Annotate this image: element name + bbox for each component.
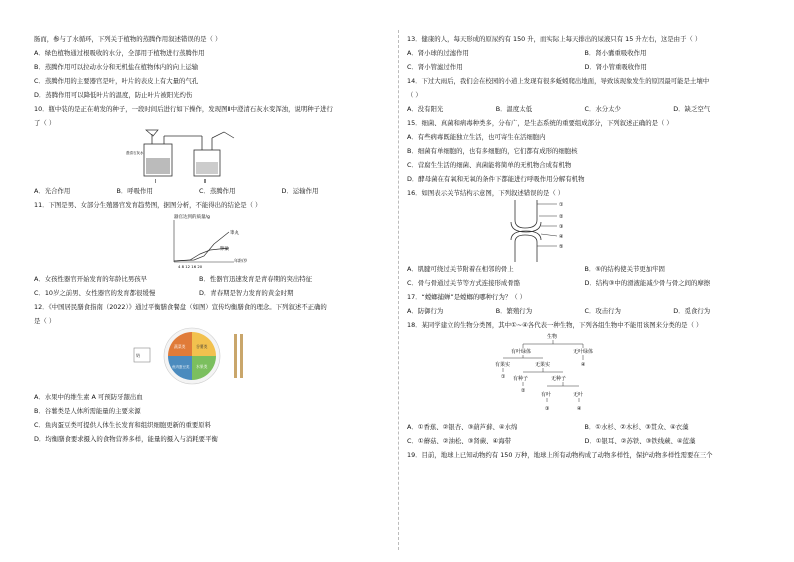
q11-chart-ylabel: 器官达到的质量/g <box>174 215 210 220</box>
q18-options-row2 <box>407 436 762 446</box>
q16-option-a: A．肌腱可绕过关节附着在相邻的骨上 <box>407 265 514 273</box>
q12-label-veg: 蔬菜类 <box>174 344 186 349</box>
tree-l3-no-seed: 无种子 <box>551 376 567 382</box>
q19-stem: 19．目前，地球上已知动物约有 150 万种，地球上所有动物构成了动物多样性，保护动物多样性需要在三个 <box>407 451 713 459</box>
organ-development-chart <box>34 210 364 274</box>
q11-stem: 11．下图是男、女部分生殖器官发育趋势图，据图分析，不能得出的结论是（ ） <box>34 201 262 209</box>
q15-option-c: C．营腐生生活的细菌、真菌能将简单的无机物合成有机物 <box>407 161 572 169</box>
q13-stem: 13．健康的人，每天形成的原尿约有 150 升，而实际上每天排出的尿液只有 15 升左右，这是由于（ ） <box>407 35 702 43</box>
q9-option-a: A．绿色植物通过根吸收的水分，全部用于植物进行蒸腾作用 <box>34 49 205 57</box>
q9-option-c: C．蒸腾作用的主要器官是叶，叶片的表皮上有大量的气孔 <box>34 77 199 85</box>
q16-label-3: ③ <box>559 224 564 230</box>
q9-option-d: D．蒸腾作用可以降低叶片的温度，防止叶片被阳光灼伤 <box>34 91 193 99</box>
q16-option-b: B．⑤的结构使关节更加牢固 <box>584 265 665 273</box>
q14-option-b: B．温度太低 <box>495 105 533 113</box>
q11-option-c: C．10岁之前男、女性器官的发育都很缓慢 <box>34 289 156 297</box>
tree-leaf-3: ③ <box>545 406 550 412</box>
left-column <box>34 34 364 444</box>
upper-bone <box>515 200 537 228</box>
q13-option-d: D．肾小管重吸收作用 <box>584 63 647 71</box>
chopsticks-icon <box>234 334 237 378</box>
q14-option-a: A．没有阳光 <box>407 105 444 113</box>
q12-label-fruit: 水果类 <box>196 364 208 369</box>
tree-l1-chlorophyll: 有叶绿体 <box>511 349 532 355</box>
q10-stem-2: 了（ ） <box>34 119 56 127</box>
q10-option-d: D．运输作用 <box>281 187 319 195</box>
q16-label-2: ② <box>559 214 564 220</box>
q17-option-c: C．攻击行为 <box>584 307 621 315</box>
classification-tree <box>407 330 762 422</box>
q12-label-grain: 谷薯类 <box>196 344 208 349</box>
q14-option-d: D．缺乏空气 <box>673 105 711 113</box>
q11-label-ovary: 卵巢 <box>220 247 229 252</box>
q12-option-d: D．均衡膳食要求摄入的食物营养多样，能量的摄入与消耗要平衡 <box>34 435 218 443</box>
tree-l2-fruit: 有果实 <box>495 362 511 368</box>
tree-l2-no-fruit: 无果实 <box>535 362 551 368</box>
q10-figure <box>34 128 364 186</box>
q18-stem: 18．某同学建立的生物分类图，其中①~④各代表一种生物，下列各组生物中不能用该图来分类的是（ ） <box>407 321 703 329</box>
q10-option-a: A．光合作用 <box>34 187 71 195</box>
q10-options <box>34 186 364 196</box>
q10-option-c: C．蒸腾作用 <box>199 187 236 195</box>
q17-option-a: A．防御行为 <box>407 307 444 315</box>
q17-options <box>407 306 762 316</box>
q10-label-jar1: Ⅰ <box>155 179 157 185</box>
q16-options-row1 <box>407 264 762 274</box>
jar-apparatus-illustration <box>34 128 364 186</box>
q12-label-milk: 奶 <box>136 353 140 358</box>
q11-figure <box>34 210 364 274</box>
q14-stem: 14．下过大雨后，我们会在校园的小道上发现有很多蚯蚓爬出地面，导致该现象发生的原因最可能是土壤中 <box>407 77 710 85</box>
q11-option-a: A．女孩性器官开始发育的年龄比男孩早 <box>34 275 148 283</box>
q13-option-c: C．肾小管滤过作用 <box>407 63 463 71</box>
q12-stem-2: 是（ ） <box>34 317 56 325</box>
q15-stem: 15．细菌、真菌和病毒种类多，分布广，是生态系统的重要组成部分，下列叙述正确的是（ ） <box>407 119 673 127</box>
q11-options-row1 <box>34 274 364 284</box>
q13-options-row2 <box>407 62 762 72</box>
q12-figure <box>34 326 364 392</box>
balanced-diet-plate-illustration <box>34 326 364 392</box>
q11-label-testis: 睾丸 <box>230 231 239 236</box>
q18-figure <box>407 330 762 422</box>
q13-options-row1 <box>407 48 762 58</box>
q18-option-b: B．①水杉、②木杉、③贯众、④衣藻 <box>584 423 689 431</box>
q18-option-d: D．①银耳、②苏铁、③铁线蕨、④蓝藻 <box>584 437 696 445</box>
lower-bone <box>515 235 537 262</box>
tree-leaf-4: ④ <box>581 362 586 368</box>
q10-stem: 10．瓶中装的是正在萌发的种子，一段时间后进行如下操作，发现图Ⅱ中澄清石灰水变浑浊，说明种子进行 <box>34 105 333 113</box>
q11-chart-ticks: 4 8 12 16 20 <box>178 264 203 269</box>
q16-figure <box>407 198 762 264</box>
q9-option-b: B．蒸腾作用可以拉动水分和无机盐在植物体内的向上运输 <box>34 63 199 71</box>
q16-label-5: ⑤ <box>559 244 564 250</box>
q12-label-fish: 鱼肉蛋豆类 <box>172 365 190 369</box>
q11-options-row2 <box>34 288 364 298</box>
q11-option-d: D．青春期是智力发育的黄金时期 <box>199 289 294 297</box>
q15-option-a: A．有些病毒既能独立生活，也可寄生在活细胞内 <box>407 133 546 141</box>
q11-chart-xlabel: 年龄/岁 <box>234 258 248 263</box>
tree-root: 生物 <box>547 334 558 340</box>
q14-stem-2: （ ） <box>407 91 422 99</box>
q16-stem: 16．如图表示关节结构示意图，下列叙述错误的是（ ） <box>407 189 565 197</box>
q17-stem: 17．“螳螂捕蝉”是螳螂的哪种行为？（ ） <box>407 293 527 301</box>
q18-option-a: A．①香蕉、②银杏、③葫芦藓、④水绵 <box>407 423 518 431</box>
tree-leaf-1: ① <box>501 374 506 380</box>
tree-leaf-2: ② <box>521 388 526 394</box>
q11-option-b: B．性器官迅速发育是青春期的突出特征 <box>199 275 313 283</box>
tree-l3-seed: 有种子 <box>513 376 529 382</box>
joint-structure-illustration <box>407 198 762 264</box>
q12-option-a: A．水果中的维生素 A 可预防牙龈出血 <box>34 393 143 401</box>
q16-options-row2 <box>407 278 762 288</box>
q15-option-d: D．酵母菌在有氧和无氧的条件下都能进行呼吸作用分解有机物 <box>407 175 585 183</box>
q10-option-b: B．呼吸作用 <box>116 187 153 195</box>
tree-l1-no-chlorophyll: 无叶绿体 <box>573 349 594 355</box>
q10-label-limewater: 澄清石灰水 <box>126 151 144 155</box>
tree-leaf-4b: ④ <box>577 406 582 412</box>
q15-option-b: B．细菌有单细胞的，也有多细胞的，它们都有成形的细胞核 <box>407 147 578 155</box>
q17-option-b: B．繁殖行为 <box>495 307 533 315</box>
column-divider <box>398 30 400 550</box>
tree-l4-leaf: 有叶 <box>541 392 552 398</box>
q16-option-d: D．结构③中的滑液能减少骨与骨之间的摩擦 <box>584 279 711 287</box>
q16-option-c: C．骨与骨通过关节等方式连接形成骨骼 <box>407 279 521 287</box>
q13-option-b: B．肾小囊重吸收作用 <box>584 49 647 57</box>
q18-options-row1 <box>407 422 762 432</box>
q13-option-a: A．肾小球的过滤作用 <box>407 49 469 57</box>
q14-options <box>407 104 762 114</box>
q9-stem: 肠而，参与了水循环，下列关于植物的蒸腾作用叙述错误的是（ ） <box>34 35 222 43</box>
q12-option-c: C．鱼肉蛋豆类可提供人体生长发育和组织细胞更新的重要原料 <box>34 421 212 429</box>
right-column <box>407 34 762 460</box>
q12-stem: 12．《中国居民膳食指南（2022）》通过平衡膳食餐盘（如图）宣传均衡膳食的理念。下列叙述不正确的 <box>34 303 327 311</box>
q16-label-4: ④ <box>559 234 564 240</box>
q17-option-d: D．觅食行为 <box>673 307 711 315</box>
q16-label-1: ① <box>559 202 564 208</box>
q14-option-c: C．水分太少 <box>584 105 621 113</box>
tree-l4-no-leaf: 无叶 <box>573 392 584 398</box>
q12-option-b: B．谷薯类是人体所需能量的主要来源 <box>34 407 141 415</box>
q10-label-jar2: Ⅱ <box>204 179 207 185</box>
q18-option-c: C．①蘑菇、②油松、③肾蕨、④海带 <box>407 437 512 445</box>
